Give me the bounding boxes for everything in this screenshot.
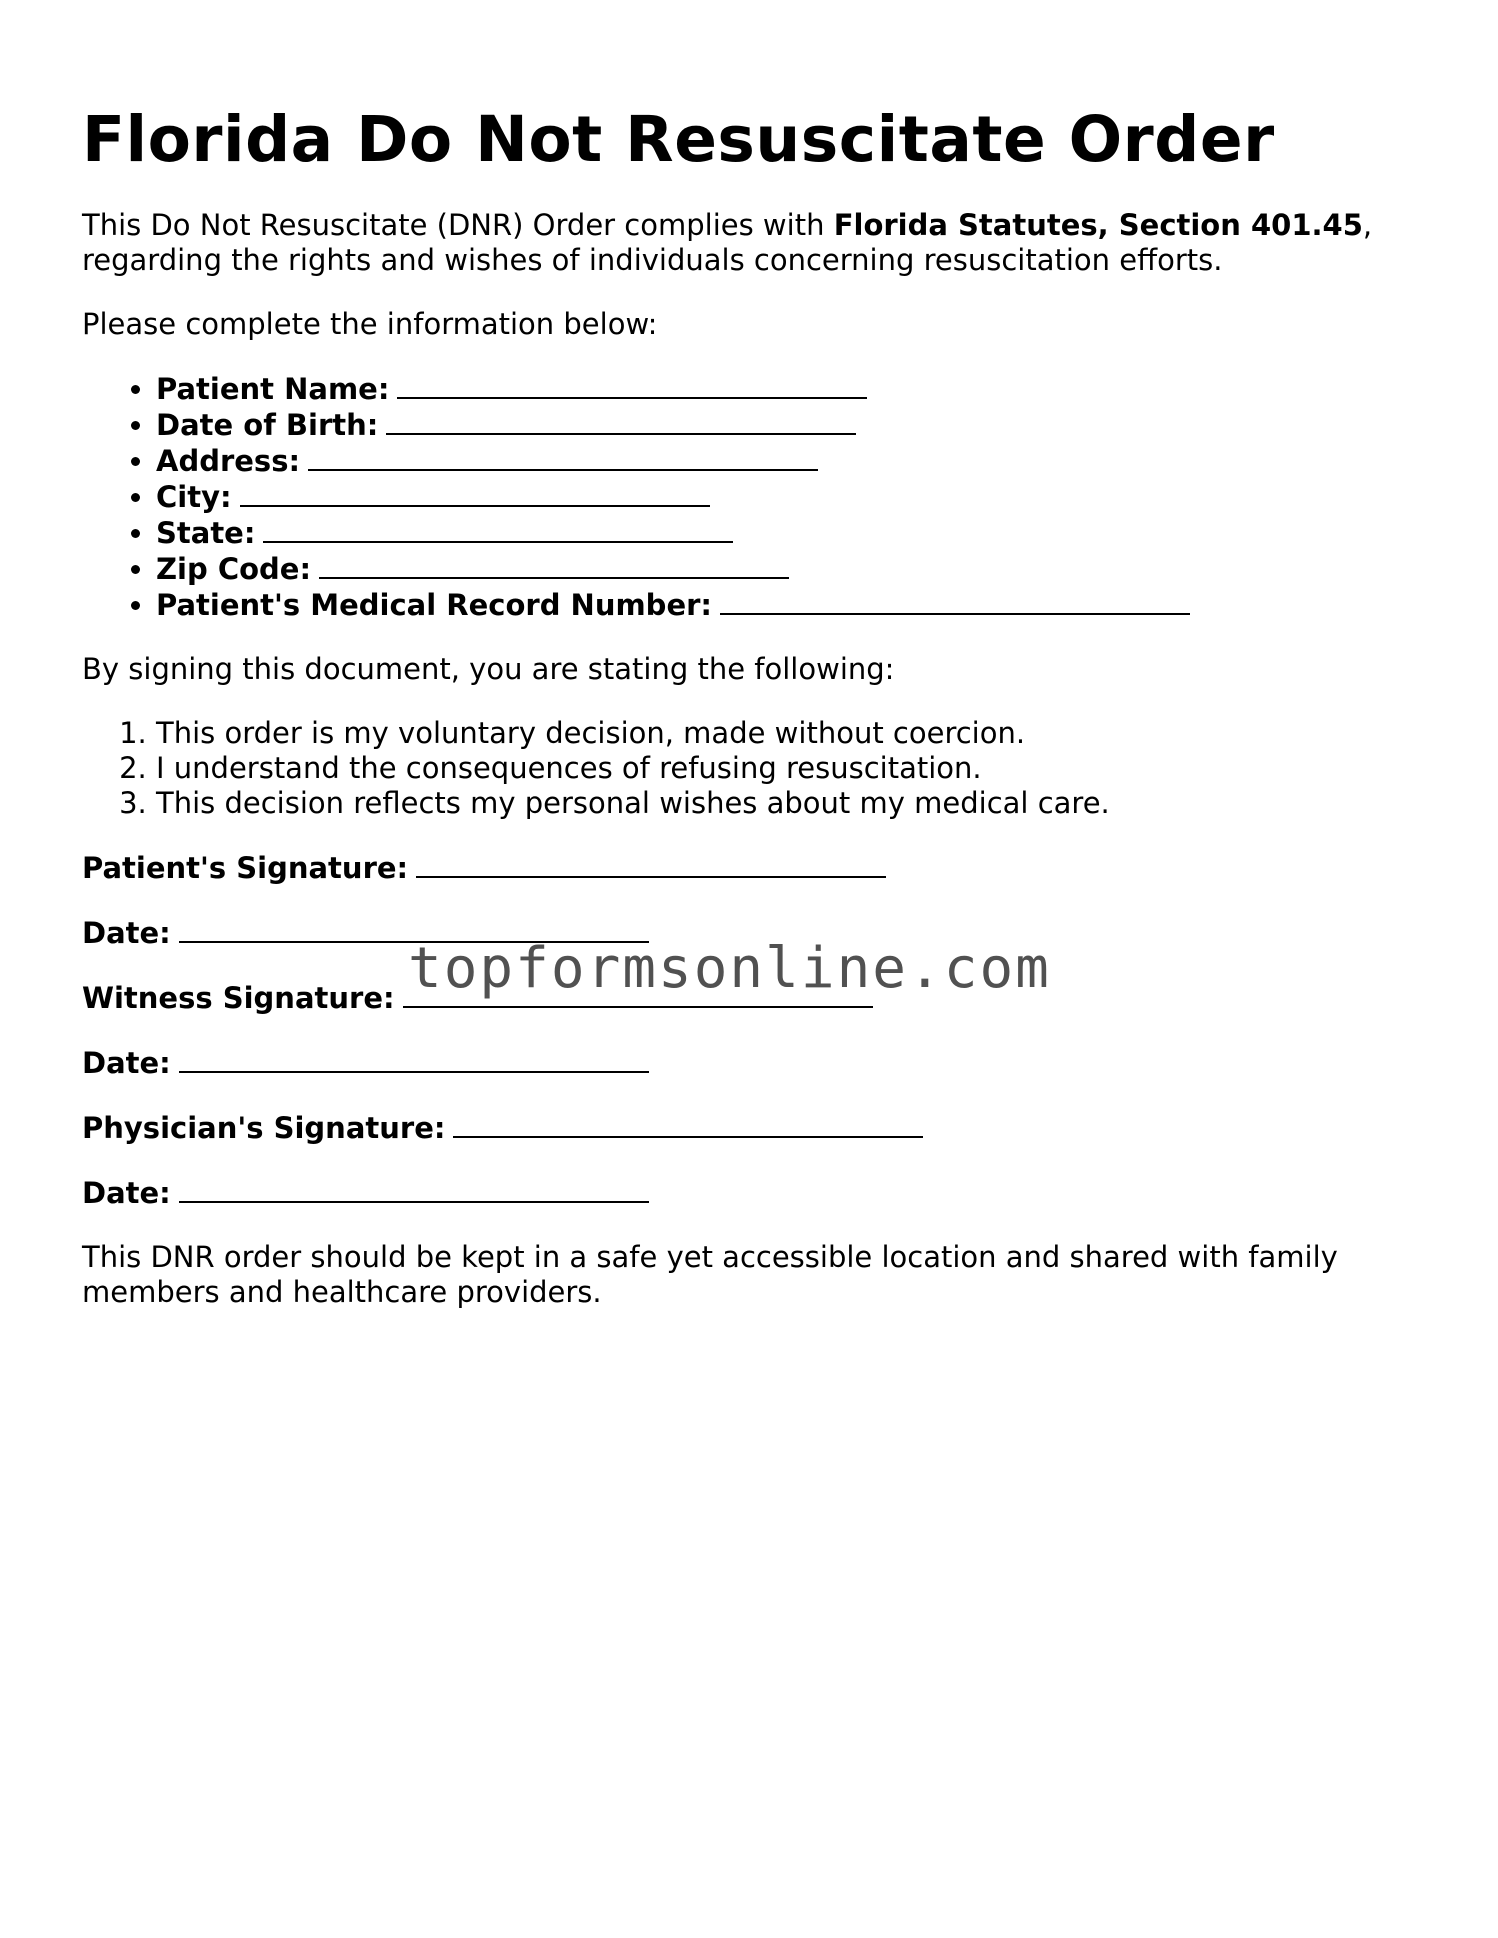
physician-signature-row [82,1110,1422,1146]
date-of-birth-line[interactable] [386,407,856,435]
city-line[interactable] [240,479,710,507]
physician-signature-line[interactable] [453,1110,923,1138]
physician-signature-label: Physician's Signature: [82,1111,446,1145]
date-label: Date: [82,916,171,950]
intro-text-pre: This Do Not Resuscitate (DNR) Order complies with [82,208,834,242]
list-item [156,443,1422,479]
field-label-medical-record-number: Patient's Medical Record Number: [156,588,713,622]
list-item [156,479,1422,515]
patient-info-list [82,371,1422,623]
medical-record-number-line[interactable] [720,587,1190,615]
list-item: 1. This order is my voluntary decision, made without coercion. [156,716,1422,751]
field-label-state: State: [156,516,256,550]
field-label-zip-code: Zip Code: [156,552,312,586]
statute-reference: Florida Statutes, Section 401.45 [833,208,1363,242]
field-label-city: City: [156,480,232,514]
witness-signature-label: Witness Signature: [82,981,395,1015]
field-label-address: Address: [156,444,301,478]
physician-date-line[interactable] [179,1175,649,1203]
field-label-patient-name: Patient Name: [156,372,390,406]
list-item [156,551,1422,587]
statement-intro: By signing this document, you are stating the following: [82,652,895,686]
list-item [156,407,1422,443]
list-item: 2. I understand the consequences of refusing resuscitation. [156,751,1422,786]
intro-paragraph [82,208,1422,278]
list-item [156,515,1422,551]
watermark: topformsonline.com [408,936,1051,1001]
patient-signature-row [82,850,1422,886]
field-label-date-of-birth: Date of Birth: [156,408,379,442]
patient-signature-label: Patient's Signature: [82,851,409,885]
document-page [82,100,1422,1339]
patient-name-line[interactable] [397,371,867,399]
date-row [82,1175,1422,1211]
list-item: 3. This decision reflects my personal wishes about my medical care. [156,786,1422,821]
date-label: Date: [82,1046,171,1080]
date-row [82,1045,1422,1081]
statements-list [82,716,1422,821]
state-line[interactable] [263,515,733,543]
instruction-text: Please complete the information below: [82,307,658,341]
closing-paragraph: This DNR order should be kept in a safe yet accessible location and shared with family members and healthcare providers. [82,1240,1338,1309]
witness-date-line[interactable] [179,1045,649,1073]
patient-signature-line[interactable] [416,850,886,878]
list-item [156,587,1422,623]
page-title: Florida Do Not Resuscitate Order [82,103,1275,176]
signature-section [82,850,1422,1211]
address-line[interactable] [308,443,818,471]
intro-text-post: , regarding the rights and wishes of individuals concerning resuscitation efforts. [82,208,1373,277]
date-label: Date: [82,1176,171,1210]
list-item [156,371,1422,407]
zip-code-line[interactable] [319,551,789,579]
